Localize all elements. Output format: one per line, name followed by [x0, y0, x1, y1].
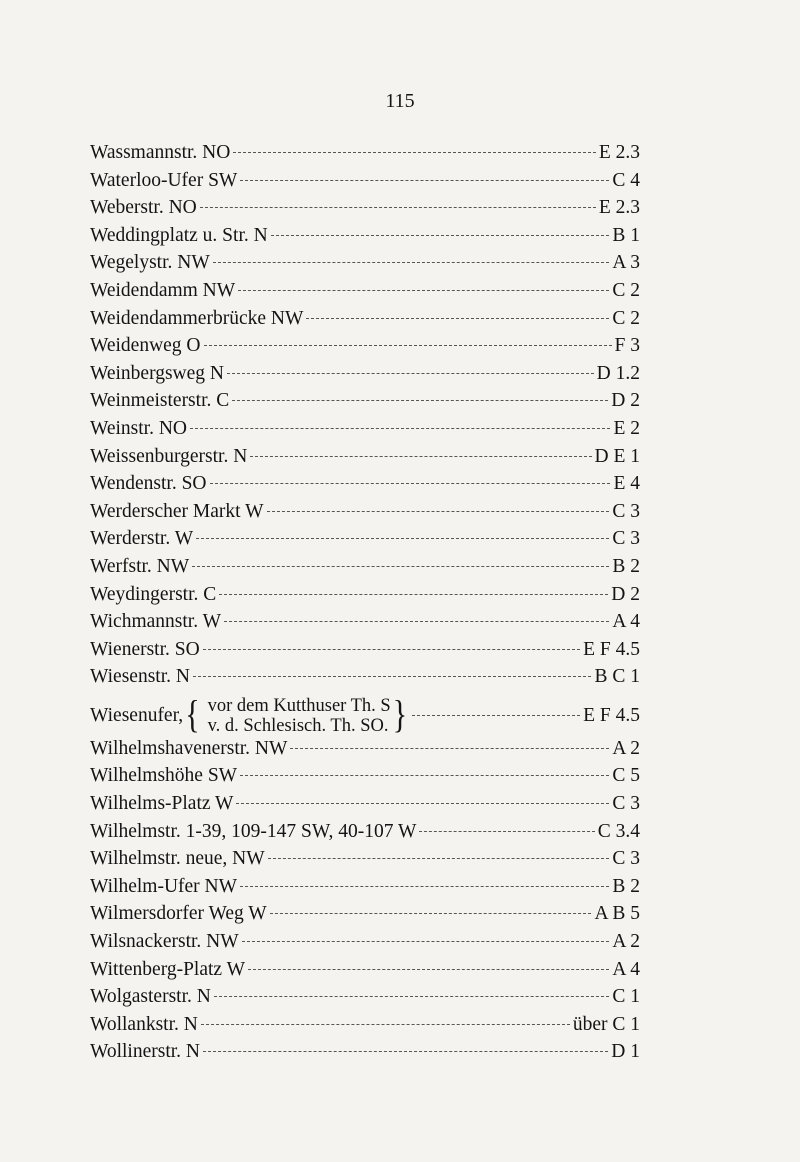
- entry-grid-ref: E F 4.5: [583, 638, 640, 660]
- entry-name: Weydingerstr. C: [90, 583, 217, 605]
- dot-leader: [213, 262, 610, 263]
- entry-name: Wassmannstr. NO: [90, 142, 231, 163]
- page-number: 115: [385, 90, 415, 112]
- entry-name: Wilhelmstr. neue, NW: [90, 848, 265, 870]
- entry-name: Weinbergsweg N: [90, 362, 224, 384]
- entry-name: Weberstr. NO: [90, 197, 197, 219]
- dot-leader: [236, 803, 609, 804]
- index-entry: [90, 639, 640, 667]
- entry-name: Wiesenufer,: [90, 704, 184, 726]
- entry-grid-ref: über C 1: [572, 1013, 640, 1035]
- entry-name: Wilhelms-Platz W: [90, 793, 234, 815]
- entry-name: Weissenburgerstr. N: [90, 445, 248, 467]
- entry-grid-ref: B 2: [612, 875, 640, 897]
- entry-name: Wendenstr. SO: [90, 473, 207, 495]
- dot-leader: [203, 1051, 608, 1052]
- entry-grid-ref: E 2.3: [598, 142, 640, 163]
- entry-name: Wilmersdorfer Weg W: [90, 903, 267, 925]
- entry-grid-ref: C 3: [612, 500, 640, 522]
- index-entry: [90, 390, 640, 418]
- index-entry: [90, 363, 640, 391]
- index-entry: [90, 1041, 640, 1069]
- index-entry: [90, 876, 640, 904]
- dot-leader: [210, 483, 611, 484]
- entry-name: Wichmannstr. W: [90, 611, 221, 633]
- street-index: [90, 142, 640, 1069]
- entry-name: Weinmeisterstr. C: [90, 390, 230, 412]
- dot-leader: [240, 886, 609, 887]
- index-group-2: [90, 738, 640, 1069]
- entry-grid-ref: C 3: [612, 848, 640, 870]
- dot-leader: [233, 152, 595, 153]
- dot-leader: [240, 180, 609, 181]
- entry-grid-ref: C 1: [612, 986, 640, 1008]
- entry-name: Wilhelmshavenerstr. NW: [90, 737, 288, 759]
- entry-grid-ref: F 3: [614, 335, 640, 357]
- brace-right: }: [392, 693, 408, 737]
- index-entry: [90, 959, 640, 987]
- entry-grid-ref: E 2.3: [598, 197, 640, 219]
- dot-leader: [193, 676, 592, 677]
- entry-grid-ref: E F 4.5: [583, 704, 640, 726]
- dot-leader: [267, 511, 610, 512]
- brace-left: {: [185, 693, 200, 737]
- entry-name: Weddingplatz u. Str. N: [90, 224, 268, 246]
- dot-leader: [419, 831, 594, 832]
- entry-name: Weinstr. NO: [90, 417, 188, 439]
- entry-grid-ref: B 2: [612, 555, 640, 577]
- dot-leader: [192, 566, 609, 567]
- entry-grid-ref: D E 1: [594, 445, 640, 467]
- entry-name: Werderscher Markt W: [90, 500, 264, 522]
- entry-name: Wiesenstr. N: [90, 666, 190, 688]
- entry-name: Werfstr. NW: [90, 555, 190, 577]
- dot-leader: [200, 207, 596, 208]
- index-entry: [90, 793, 640, 821]
- dot-leader: [214, 996, 610, 997]
- dot-leader: [412, 715, 580, 716]
- entry-grid-ref: C 3: [612, 793, 640, 815]
- index-entry: [90, 556, 640, 584]
- entry-grid-ref: A 4: [612, 958, 640, 980]
- dot-leader: [271, 235, 610, 236]
- index-entry: [90, 252, 640, 280]
- entry-name: Weidendamm NW: [90, 279, 236, 301]
- index-entry: [90, 170, 640, 198]
- index-entry: [90, 197, 640, 225]
- index-entry: [90, 666, 640, 694]
- entry-grid-ref: C 2: [612, 279, 640, 301]
- index-entry: [90, 473, 640, 501]
- entry-name: Werderstr. W: [90, 528, 194, 550]
- index-entry: [90, 738, 640, 766]
- entry-name: Weidendammerbrücke NW: [90, 307, 304, 329]
- entry-grid-ref: D 2: [611, 390, 640, 412]
- entry-name: Wienerstr. SO: [90, 638, 200, 660]
- entry-grid-ref: A B 5: [594, 903, 640, 925]
- index-entry: [90, 142, 640, 170]
- entry-grid-ref: E 2: [613, 417, 640, 439]
- entry-name: Waterloo-Ufer SW: [90, 169, 238, 191]
- entry-grid-ref: C 3.4: [597, 820, 640, 842]
- entry-name: Wegelystr. NW: [90, 252, 210, 274]
- dot-leader: [227, 373, 594, 374]
- entry-name: Wilsnackerstr. NW: [90, 931, 239, 953]
- index-entry: [90, 308, 640, 336]
- dot-leader: [219, 594, 608, 595]
- entry-name: Weidenweg O: [90, 335, 201, 357]
- index-entry: [90, 584, 640, 612]
- dot-leader: [224, 621, 609, 622]
- entry-grid-ref: D 1.2: [596, 362, 640, 384]
- dot-leader: [238, 290, 609, 291]
- entry-variant-2: v. d. Schlesisch. Th. SO.: [207, 715, 389, 736]
- entry-variant-1: vor dem Kutthuser Th. S: [207, 695, 391, 716]
- index-entry: [90, 903, 640, 931]
- entry-grid-ref: A 4: [612, 611, 640, 633]
- entry-grid-ref: A 3: [612, 252, 640, 274]
- dot-leader: [242, 941, 610, 942]
- dot-leader: [268, 858, 610, 859]
- entry-name: Wilhelmstr. 1-39, 109-147 SW, 40-107 W: [90, 820, 417, 842]
- index-entry: [90, 986, 640, 1014]
- entry-grid-ref: D 1: [611, 1041, 640, 1063]
- entry-name: Wilhelm-Ufer NW: [90, 875, 238, 897]
- dot-leader: [204, 345, 612, 346]
- index-entry: [90, 335, 640, 363]
- entry-grid-ref: B 1: [612, 224, 640, 246]
- entry-name: Wolgasterstr. N: [90, 986, 211, 1008]
- entry-grid-ref: C 3: [612, 528, 640, 550]
- index-entry: [90, 446, 640, 474]
- entry-name: Wittenberg-Platz W: [90, 958, 245, 980]
- index-group-1: [90, 142, 640, 694]
- dot-leader: [201, 1024, 570, 1025]
- entry-grid-ref: D 2: [611, 583, 640, 605]
- entry-grid-ref: E 4: [613, 473, 640, 495]
- index-entry: [90, 528, 640, 556]
- entry-name: Wollankstr. N: [90, 1013, 198, 1035]
- entry-name: Wilhelmshöhe SW: [90, 765, 238, 787]
- entry-grid-ref: B C 1: [594, 666, 640, 688]
- entry-name: Wollinerstr. N: [90, 1041, 201, 1063]
- index-entry: [90, 765, 640, 793]
- entry-grid-ref: A 2: [612, 737, 640, 759]
- index-entry: [90, 1014, 640, 1042]
- dot-leader: [190, 428, 610, 429]
- dot-leader: [196, 538, 609, 539]
- entry-grid-ref: A 2: [612, 931, 640, 953]
- dot-leader: [248, 969, 609, 970]
- dot-leader: [306, 318, 609, 319]
- dot-leader: [232, 400, 608, 401]
- dot-leader: [290, 748, 609, 749]
- index-entry: [90, 848, 640, 876]
- index-entry: [90, 821, 640, 849]
- dot-leader: [203, 649, 580, 650]
- index-entry: [90, 418, 640, 446]
- entry-grid-ref: C 2: [612, 307, 640, 329]
- entry-variants: [208, 696, 391, 736]
- index-entry-wiesenufer: [90, 694, 640, 738]
- entry-grid-ref: C 5: [612, 765, 640, 787]
- dot-leader: [250, 456, 591, 457]
- index-entry: [90, 225, 640, 253]
- index-entry: [90, 501, 640, 529]
- dot-leader: [240, 775, 609, 776]
- index-entry: [90, 611, 640, 639]
- dot-leader: [270, 913, 592, 914]
- entry-grid-ref: C 4: [612, 169, 640, 191]
- index-entry: [90, 280, 640, 308]
- index-entry: [90, 931, 640, 959]
